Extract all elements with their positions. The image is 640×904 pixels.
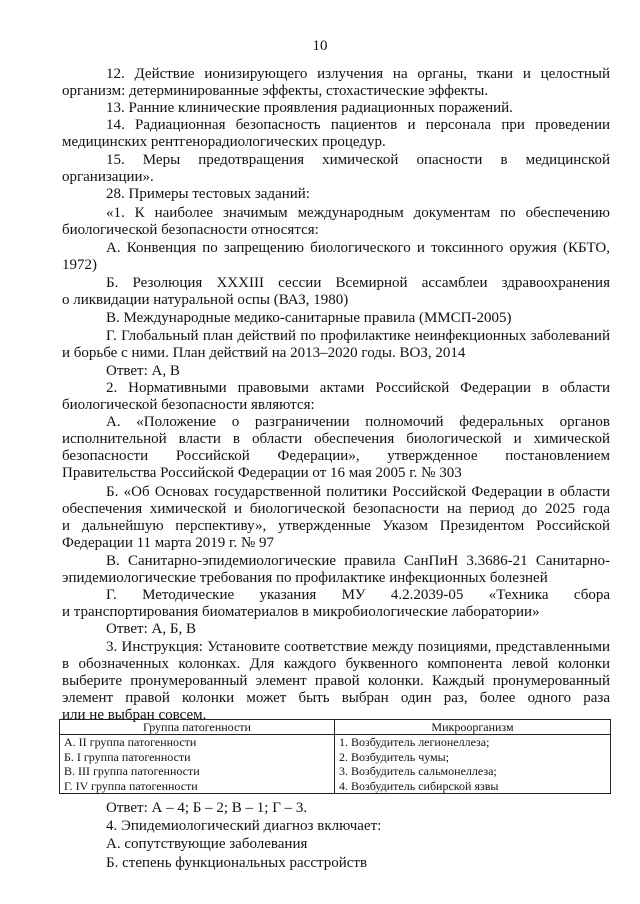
organism-item: 1. Возбудитель легионеллеза; — [339, 735, 490, 749]
text-line: В. Санитарно-эпидемиологические правила СанПиН 3.3686-21 Санитарно- — [106, 553, 610, 569]
text-line: А. «Положение о разграничении полномочий федеральных органов — [106, 414, 610, 430]
text-line: Б. «Об Основах государственной политики Российской Федерации в области — [106, 484, 610, 500]
text-line: Ответ: А, В — [106, 363, 180, 379]
text-line: Б. степень функциональных расстройств — [106, 855, 368, 871]
text-line: 14. Радиационная безопасность пациентов и персонала при проведении — [106, 117, 610, 133]
group-item: В. III группа патогенности — [64, 764, 200, 778]
text-line: «1. К наиболее значимым международным документам по обеспечению — [106, 205, 610, 221]
text-line: 4. Эпидемиологический диагноз включает: — [106, 818, 382, 834]
text-line: эпидемиологические требования по профилактике инфекционных болезней — [62, 570, 548, 586]
organism-item: 4. Возбудитель сибирской язвы — [339, 778, 499, 793]
table-row — [60, 735, 611, 794]
text-line: биологической безопасности относятся: — [62, 222, 319, 238]
group-item: А. II группа патогенности — [64, 735, 197, 749]
text-line: в обозначенных колонках. Для каждого буквенного компонента левой колонки — [62, 656, 610, 672]
text-line: и борьбе с ними. План действий на 2013–2020 годы. ВОЗ, 2014 — [62, 345, 466, 361]
text-line: обеспечения химической и биологической безопасности на период до 2025 года — [62, 501, 610, 517]
text-line: Ответ: А, Б, В — [106, 621, 196, 637]
text-line: или не выбран совсем. — [62, 707, 207, 723]
text-line: о ликвидации натуральной оспы (ВАЗ, 1980) — [62, 292, 349, 308]
text-line: В. Международные медико-санитарные правила (ММСП-2005) — [106, 310, 512, 326]
text-line: безопасности Российской Федерации», утвержденное постановлением — [62, 448, 610, 464]
text-line: Б. Резолюция XXXIII сессии Всемирной ассамблеи здравоохранения — [106, 275, 610, 291]
text-line: биологической безопасности являются: — [62, 397, 315, 413]
text-line: 3. Инструкция: Установите соответствие между позициями, представленными — [106, 639, 610, 655]
table-header-row — [60, 720, 611, 735]
text-line: и дальнейшую перспективу», утвержденные Указом Президентом Российской — [62, 518, 610, 534]
text-line: Ответ: А – 4; Б – 2; В – 1; Г – 3. — [106, 800, 308, 816]
text-line: Правительства Российской Федерации от 16 мая 2005 г. № 303 — [62, 465, 462, 481]
text-line: организации». — [62, 169, 154, 185]
text-line: Г. Методические указания МУ 4.2.2039-05 «Техника сбора — [106, 587, 610, 603]
text-line: 15. Меры предотвращения химической опасности в медицинской — [106, 152, 610, 168]
text-line: исполнительной власти в области обеспечения биологической и химической — [62, 431, 610, 447]
text-line: А. Конвенция по запрещению биологического и токсинного оружия (КБТО, — [106, 240, 610, 256]
organism-item: 3. Возбудитель сальмонеллеза; — [339, 764, 497, 778]
text-line: 12. Действие ионизирующего излучения на органы, ткани и целостный — [106, 66, 610, 82]
text-line: 13. Ранние клинические проявления радиационных поражений. — [106, 100, 513, 116]
text-line: 28. Примеры тестовых заданий: — [106, 186, 310, 202]
table-header-organism: Микроорганизм — [335, 720, 611, 735]
table-header-group: Группа патогенности — [60, 720, 335, 735]
text-line: А. сопутствующие заболевания — [106, 836, 308, 852]
table-cell-organisms — [335, 735, 611, 794]
group-item: Б. I группа патогенности — [64, 749, 191, 764]
text-line: организм: детерминированные эффекты, стохастические эффекты. — [62, 83, 489, 99]
group-item: Г. IV группа патогенности — [64, 778, 198, 793]
organism-item: 2. Возбудитель чумы; — [339, 749, 450, 764]
page-number: 10 — [312, 38, 328, 54]
text-line: Федерации 11 марта 2019 г. № 97 — [62, 535, 275, 551]
pathogenicity-table — [59, 719, 611, 794]
text-line: Г. Глобальный план действий по профилактике неинфекционных заболеваний — [106, 328, 610, 344]
text-line: 1972) — [62, 257, 97, 273]
text-line: 2. Нормативными правовыми актами Российской Федерации в области — [106, 380, 610, 396]
text-line: медицинских рентгенорадиологических процедур. — [62, 134, 386, 150]
text-line: элемент правой колонки может быть выбран один раз, более одного раза — [62, 690, 610, 706]
text-line: и транспортирования биоматериалов в микробиологические лаборатории» — [62, 604, 540, 620]
table-cell-groups — [60, 735, 335, 794]
text-line: выберите пронумерованный элемент правой колонки. Каждый пронумерованный — [62, 673, 610, 689]
